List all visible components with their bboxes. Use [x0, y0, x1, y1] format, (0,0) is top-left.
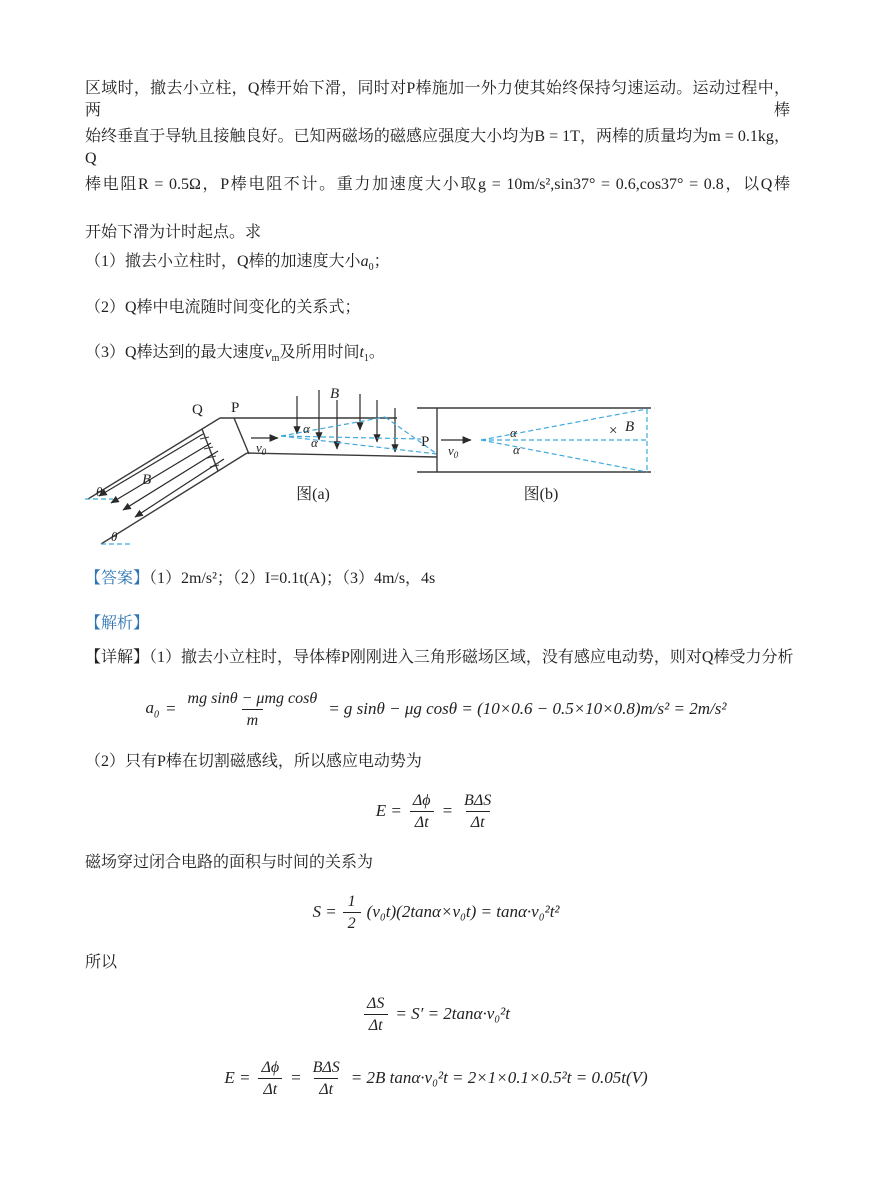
question-1-text: （1）撤去小立柱时，Q棒的加速度大小: [85, 253, 361, 270]
formula-emf2-fraction2: $\frac{\text{BΔS}}{\Delta t}$: [312, 1058, 340, 1098]
fig-a-alpha2-label: α: [311, 435, 318, 450]
formula-a0-rhs: = g sinθ − μg cosθ = (10×0.6 − 0.5×10×0.8)m/s² = 2m/s²: [328, 699, 727, 718]
detail-label: 【详解】: [85, 649, 150, 666]
fig-a-alpha1-label: α: [303, 421, 310, 436]
question-3-variable-vm: v: [264, 344, 272, 361]
question-1-end: ；: [373, 253, 390, 270]
answer-line: [85, 568, 790, 590]
detail-paragraph-1: [85, 647, 794, 669]
question-3: [85, 342, 790, 370]
question-3-variable-t1: t: [359, 344, 364, 361]
formula-emf1-lhs: E =: [375, 801, 402, 820]
formula-area-rhs: (v₀t)(2tanα×v₀t) = tanα·v₀²t²: [366, 902, 560, 921]
fig-a-b-incline-label: B: [142, 472, 152, 488]
fig-a-b-field-incline-arrows: [99, 434, 224, 517]
fig-b-cross-icon: ×: [609, 423, 618, 439]
formula-area-lhs: S =: [312, 902, 337, 921]
detail-paragraph-4: 所以: [85, 954, 118, 971]
problem-text-line-4: 开始下滑为计时起点。求: [85, 224, 262, 241]
formula-area: [0, 888, 872, 936]
fig-a-v0-label: $v_0$: [256, 440, 267, 457]
formula-emf1-fraction2: $\frac{\text{BΔS}}{\Delta t}$: [464, 791, 492, 831]
formula-emf1-fraction1: $\frac{\Delta\phi}{\Delta t}$: [408, 791, 436, 832]
fig-a-theta1-label: θ: [96, 484, 103, 499]
formula-a0-equals: =: [165, 699, 177, 718]
figure-a-diagram: [85, 386, 445, 561]
question-2: （2）Q棒中电流随时间变化的关系式；: [85, 299, 361, 316]
detail-paragraph-2: （2）只有P棒在切割磁感线，所以感应电动势为: [85, 753, 422, 770]
fig-a-q-label: Q: [192, 402, 203, 418]
question-3-text: （3）Q棒达到的最大速度: [85, 344, 265, 361]
fig-b-p-label: P: [421, 434, 430, 450]
fig-b-b-field-label: B: [625, 419, 635, 435]
fig-b-dashed-ray-bottom: [481, 440, 647, 472]
fig-b-alpha2-label: α: [513, 442, 520, 457]
formula-a0: [0, 683, 872, 735]
fig-b-caption: 图(b): [523, 486, 559, 503]
fig-a-near-rail-incline: [101, 453, 247, 544]
question-1: [85, 251, 790, 279]
fig-a-dashed-ray-middle: [281, 436, 421, 439]
figure-b-diagram: [415, 395, 665, 510]
fig-a-b-field-label: B: [330, 386, 340, 402]
analysis-label-line: [85, 613, 790, 635]
fig-a-p-label: P: [231, 400, 240, 416]
formula-emf1-equals: =: [441, 801, 454, 820]
question-3-mid-text: 及所用时间: [279, 344, 360, 361]
formula-emf2: [0, 1052, 872, 1104]
detail-paragraph-3: 磁场穿过闭合电路的面积与时间的关系为: [85, 854, 374, 871]
answer-label: 【答案】: [85, 570, 150, 587]
formula-dsdt-fraction: $\frac{\Delta S}{\Delta t}$: [362, 994, 389, 1035]
formula-dsdt-rhs: = S′ = 2tanα·v₀²t: [395, 1004, 510, 1023]
fig-a-p-bar: [234, 418, 249, 454]
fig-a-caption: 图(a): [296, 486, 330, 503]
formula-emf2-lhs: E =: [224, 1068, 251, 1087]
fig-a-theta2-label: θ: [111, 529, 118, 544]
detail-p1-text: （1）撤去小立柱时，导体棒P刚刚进入三角形磁场区域，没有感应电动势，则对Q棒受力分析: [149, 649, 794, 666]
formula-area-fraction: $\frac{1}{2}$: [343, 892, 361, 933]
question-1-variable: a: [360, 253, 369, 270]
fig-b-alpha1-label: α: [510, 425, 517, 440]
problem-text-line-1: 区域时，撤去小立柱，Q棒开始下滑，同时对P棒施加一外力使其始终保持匀速运动。运动过程中，两棒: [85, 80, 790, 119]
formula-emf2-equals: =: [290, 1068, 302, 1087]
problem-text-line-2: 始终垂直于导轨且接触良好。已知两磁场的磁感应强度大小均为B = 1T，两棒的质量均为m = 0.1kg，Q: [85, 128, 790, 167]
answer-content: （1）2m/s²；（2）I=0.1t(A)；（3）4m/s，4s: [149, 570, 436, 587]
formula-a0-fraction: $\frac{\text{mg sinθ − μmg cosθ}}{m}$: [187, 689, 318, 729]
formula-dsdt: [0, 990, 872, 1038]
formula-emf2-rhs: = 2B tanα·v₀²t = 2×1×0.1×0.5²t = 0.05t(V): [350, 1068, 648, 1087]
problem-text-line-3: 棒电阻R = 0.5Ω，P棒电阻不计。重力加速度大小取g = 10m/s²,sin37° = 0.6,cos37° = 0.8，以Q棒: [85, 176, 790, 193]
formula-a0-lhs: $a_0$: [145, 697, 160, 721]
question-1-subscript: 0: [368, 262, 374, 274]
question-3-end: 。: [368, 344, 385, 361]
fig-a-near-rail-horizontal: [247, 453, 437, 457]
fig-a-far-rail-incline: [88, 418, 220, 499]
fig-b-dashed-ray-top: [481, 409, 647, 440]
question-3-subscript-1: 1: [363, 353, 369, 365]
formula-emf2-fraction1: $\frac{\Delta\phi}{\Delta t}$: [256, 1058, 284, 1099]
analysis-label: 【解析】: [85, 615, 150, 632]
fig-b-v0-label: $v_0$: [448, 443, 459, 460]
formula-emf1: [0, 785, 872, 837]
question-3-subscript-m: m: [271, 353, 280, 365]
